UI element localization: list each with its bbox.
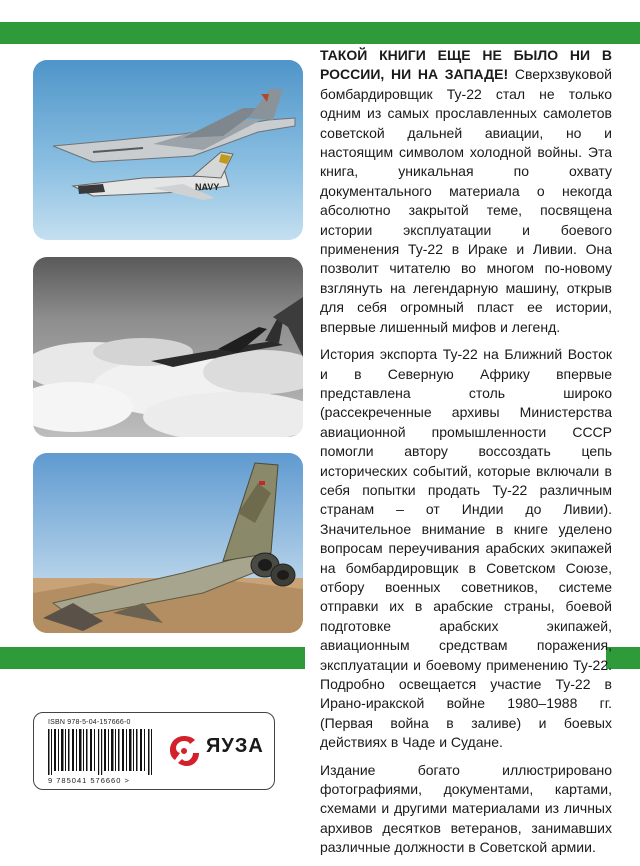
paragraph-3: Издание богато иллюстрировано фотографиями, документами, картами, схемами и другими материалами из личных архивов десятков ветеранов, занимавших различные должности в Советской армии. (320, 761, 612, 856)
yauza-publisher-logo: ЯУЗА (206, 735, 264, 757)
photo-tu22-wreck-desert-image (33, 453, 303, 633)
paragraph-1 (320, 46, 612, 337)
top-green-bar (0, 22, 640, 44)
photo-tu22-with-phantom (33, 60, 303, 240)
lead-heading: ТАКОЙ КНИГИ ЕЩЕ НЕ БЫЛО НИ В РОССИИ, НИ НА ЗАПАДЕ! (320, 47, 612, 83)
paragraph-1-body: Сверхзвуковой бомбардировщик Ту-22 стал не только одним из самых прославленных самолетов советской дальней авиации, но и настоящим символом холодной войны. Эта книга, уникальная по охвату документального материала о некогда абсолютно закрытой теме, посвящена истории эксплуатации и боевого применения Ту-22 в Ираке и Ливии. Она позволит читателю во многом по-новому взглянуть на легендарную машину, открыв для себя огромный пласт ее истории, впервые лишенный мифов и легенд. (320, 66, 612, 335)
barcode-bars (46, 729, 156, 775)
isbn-label: ISBN 978-5-04-157666-0 (48, 719, 131, 726)
paragraph-2: История экспорта Ту-22 на Ближний Восток и в Северную Африку впервые представлена столь широко (рассекреченные архивы Министерства авиационной промышленности СССР помогли автору воссоздать цепь исторических событий, которые включали в себя попытки продать Ту-22 различным странам – от Индии до Ливии). Значительное внимание в книге уделено вопросам переучивания арабских экипажей на бомбардировщик в Советском Союзе, отбору военных советников, системе отправки их в арабские страны, боевой подготовке арабских экипажей, авиационным средствам поражения, эксплуатации и боевому применению Ту-22. Подробно освещается участие Ту-22 в Ирано-иракской войне 1980–1988 гг. (Первая война в заливе) и боевых действиях в Чаде и Судане. (320, 346, 612, 751)
photo-tu22-with-phantom-image (33, 60, 303, 240)
bottom-left-green-bar (0, 647, 305, 669)
photo-tu22-above-clouds-image (33, 257, 303, 437)
barcode-number: 9 785041 576660 > (48, 776, 130, 785)
eksmo-logo-icon (166, 733, 202, 769)
photo-tu22-above-clouds (33, 257, 303, 437)
navy-marking: NAVY (195, 182, 220, 192)
description-text-column (320, 46, 612, 866)
photo-tu22-wreck-desert (33, 453, 303, 633)
